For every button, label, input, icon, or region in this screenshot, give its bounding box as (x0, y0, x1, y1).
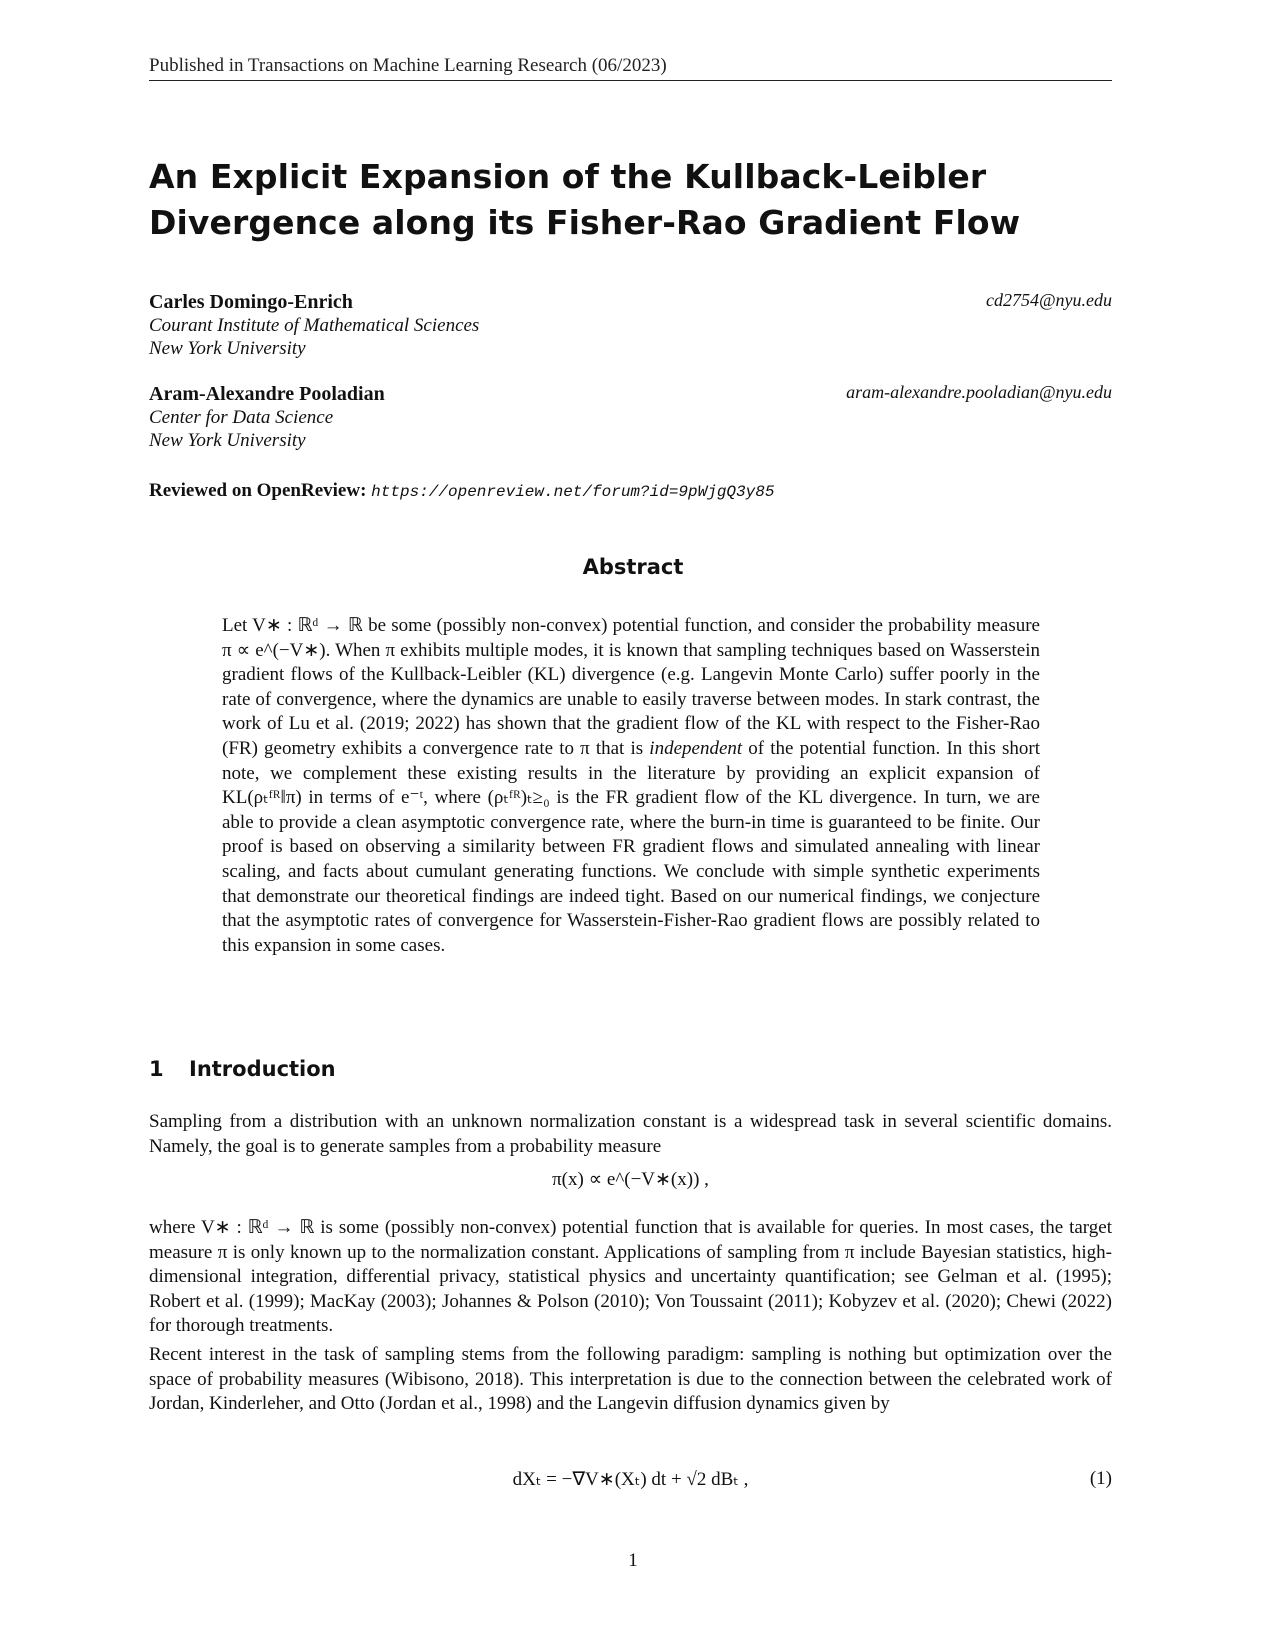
abstract-part-2: of the potential function. In this short note, we complement these existing results in the literature by providing an explicit expansion of KL(ρₜᶠᴿ‖π) in terms of e⁻ᵗ, where (ρₜᶠᴿ)ₜ≥₀ is the FR gradient flow of the KL divergence. In turn, we are able to provide a clean asymptotic convergence rate, where the burn-in time is guaranteed to be finite. Our proof is based on observing a similarity between FR gradient flows and simulated annealing with linear scaling, and facts about cumulant generating functions. We conclude with simple synthetic experiments that demonstrate our theoretical findings are indeed tight. Based on our numerical findings, we conjecture that the asymptotic rates of convergence for Wasserstein-Fisher-Rao gradient flows are possibly related to this expansion in some cases. (222, 737, 1040, 956)
author-name: Aram-Alexandre Pooladian (149, 383, 385, 405)
review-label: Reviewed on OpenReview: (149, 480, 367, 501)
page-number: 1 (628, 1550, 638, 1571)
author-name: Carles Domingo-Enrich (149, 291, 353, 313)
equation-langevin-body: dXₜ = −∇V∗(Xₜ) dt + √2 dBₜ , (512, 1469, 749, 1490)
intro-paragraph-1: Sampling from a distribution with an unknown normalization constant is a widespread task in several scientific domains. Namely, the goal is to generate samples from a probability measure (149, 1111, 1112, 1157)
author-block-2 (149, 382, 1112, 452)
author-block-1 (149, 290, 1112, 360)
abstract-text (222, 614, 1040, 958)
section-number: 1 (149, 1057, 164, 1081)
author-affiliation: Center for Data Science (149, 407, 334, 428)
author-affiliation: New York University (149, 430, 306, 451)
section-heading (149, 1057, 336, 1081)
section-title: Introduction (189, 1057, 336, 1081)
paper-title: An Explicit Expansion of the Kullback-Leibler Divergence along its Fisher-Rao Gradient Flow (149, 157, 1021, 242)
intro-paragraph-2: where V∗ : ℝᵈ → ℝ is some (possibly non-convex) potential function that is available for queries. In most cases, the target measure π is only known up to the normalization constant. Applications of sampling from π include Bayesian statistics, high-dimensional integration, differential privacy, statistical physics and uncertainty quantification; see Gelman et al. (1995); Robert et al. (1999); MacKay (2003); Johannes & Polson (2010); Von Toussaint (2011); Kobyzev et al. (2020); Chewi (2022) for thorough treatments. (149, 1217, 1112, 1337)
equation-target-measure: π(x) ∝ e^(−V∗(x)) , (552, 1169, 709, 1190)
author-affiliation: New York University (149, 338, 306, 359)
running-head: Published in Transactions on Machine Learning Research (06/2023) (149, 55, 667, 76)
intro-paragraph-3: Recent interest in the task of sampling stems from the following paradigm: sampling is nothing but optimization over the space of probability measures (Wibisono, 2018). This interpretation is due to the connection between the celebrated work of Jordan, Kinderleher, and Otto (Jordan et al., 1998) and the Langevin diffusion dynamics given by (149, 1344, 1112, 1415)
equation-number: (1) (1089, 1468, 1112, 1489)
review-line (149, 480, 774, 502)
header-rule (149, 80, 1112, 81)
abstract-part-1: Let V∗ : ℝᵈ → ℝ be some (possibly non-convex) potential function, and consider the probability measure π ∝ e^(−V∗). When π exhibits multiple modes, it is known that sampling techniques based on Wasserstein gradient flows of the Kullback-Leibler (KL) divergence (e.g. Langevin Monte Carlo) suffer poorly in the rate of convergence, where the dynamics are unable to easily traverse between modes. In stark contrast, the work of Lu et al. (2019; 2022) has shown that the gradient flow of the KL with respect to the Fisher-Rao (FR) geometry exhibits a convergence rate to π that is (222, 615, 1040, 759)
abstract-emphasis: independent (649, 737, 743, 759)
abstract-heading: Abstract (582, 555, 684, 579)
author-email[interactable]: aram-alexandre.pooladian@nyu.edu (846, 382, 1112, 402)
openreview-link[interactable]: https://openreview.net/forum?id=9pWjgQ3y85 (371, 483, 775, 501)
author-email[interactable]: cd2754@nyu.edu (985, 290, 1112, 310)
author-affiliation: Courant Institute of Mathematical Sciences (149, 315, 480, 336)
equation-langevin (149, 1468, 1112, 1491)
